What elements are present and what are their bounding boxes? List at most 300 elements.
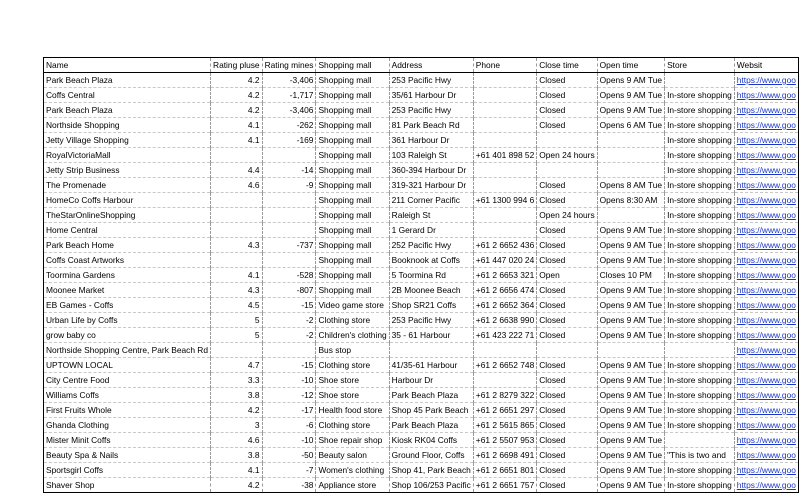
table-cell[interactable]: In-store shopping [665,463,735,478]
table-cell[interactable]: Opens 9 AM Tue [597,313,664,328]
table-cell[interactable]: Open [537,268,597,283]
table-cell[interactable]: Opens 9 AM Tue [597,88,664,103]
table-cell[interactable]: -38 [262,478,316,493]
table-cell[interactable]: https://www.goo [734,73,798,88]
table-cell[interactable]: 3.8 [211,388,263,403]
table-cell[interactable]: 253 Pacific Hwy [389,73,473,88]
table-cell[interactable]: Open 24 hours [537,148,597,163]
table-cell[interactable]: Opens 9 AM Tue [597,253,664,268]
table-cell[interactable]: Closed [537,328,597,343]
table-cell[interactable]: -14 [262,163,316,178]
table-cell[interactable] [473,178,536,193]
table-cell[interactable]: 5 [211,313,263,328]
table-cell[interactable]: In-store shopping [665,148,735,163]
table-cell[interactable]: Shopping mall [316,253,389,268]
table-cell[interactable]: 103 Raleigh St [389,148,473,163]
table-cell[interactable]: Moonee Market [44,283,211,298]
table-cell[interactable]: +61 401 898 52 [473,148,536,163]
table-cell[interactable]: -10 [262,373,316,388]
table-cell[interactable]: Shop 106/253 Pacific [389,478,473,493]
table-cell[interactable]: Closed [537,403,597,418]
table-cell[interactable]: Closed [537,358,597,373]
table-cell[interactable]: https://www.goo [734,223,798,238]
table-cell[interactable]: Williams Coffs [44,388,211,403]
table-cell[interactable] [262,253,316,268]
table-cell[interactable]: -2 [262,328,316,343]
table-cell[interactable]: Coffs Coast Artworks [44,253,211,268]
table-cell[interactable]: 4.2 [211,88,263,103]
table-cell[interactable]: In-store shopping [665,403,735,418]
column-header[interactable]: Close time [537,58,597,73]
table-cell[interactable]: Opens 9 AM Tue [597,373,664,388]
table-row [44,358,799,373]
table-cell[interactable]: Opens 9 AM Tue [597,328,664,343]
table-cell[interactable]: -3,406 [262,103,316,118]
table-cell[interactable]: Urban Life by Coffs [44,313,211,328]
table-row [44,103,799,118]
table-cell[interactable]: https://www.goo [734,448,798,463]
table-cell[interactable]: https://www.goo [734,238,798,253]
table-cell[interactable]: Closed [537,283,597,298]
table-cell[interactable]: Closed [537,253,597,268]
table-cell[interactable]: 4.2 [211,478,263,493]
table-cell[interactable]: 4.4 [211,163,263,178]
table-cell[interactable]: 360-394 Harbour Dr [389,163,473,178]
table-cell[interactable]: Opens 9 AM Tue [597,388,664,403]
table-cell[interactable]: -1,717 [262,88,316,103]
table-cell[interactable]: 41/35-61 Harbour [389,358,473,373]
table-cell[interactable]: Park Beach Plaza [389,388,473,403]
table-cell[interactable]: 35 - 61 Harbour [389,328,473,343]
table-cell[interactable]: Shopping mall [316,163,389,178]
table-cell[interactable]: Shoe store [316,388,389,403]
table-cell[interactable]: In-store shopping [665,208,735,223]
table-cell[interactable]: Clothing store [316,358,389,373]
table-cell[interactable]: Toormina Gardens [44,268,211,283]
table-cell[interactable]: -7 [262,463,316,478]
table-cell[interactable]: -262 [262,118,316,133]
table-cell[interactable]: -15 [262,298,316,313]
table-cell[interactable]: https://www.goo [734,88,798,103]
table-cell[interactable]: Closed [537,448,597,463]
table-cell[interactable]: Shopping mall [316,223,389,238]
column-header[interactable]: Websit [734,58,798,73]
table-cell[interactable]: Jetty Village Shopping [44,133,211,148]
table-cell[interactable]: +61 2 6656 474 [473,283,536,298]
table-cell[interactable]: Bus stop [316,343,389,358]
table-cell[interactable] [665,433,735,448]
table-cell[interactable]: In-store shopping [665,163,735,178]
table-cell[interactable] [473,118,536,133]
table-cell[interactable]: 4.3 [211,238,263,253]
table-cell[interactable]: Opens 9 AM Tue [597,448,664,463]
table-cell[interactable]: 5 [211,328,263,343]
table-cell[interactable]: Park Beach Plaza [44,73,211,88]
column-header[interactable]: Name [44,58,211,73]
column-header[interactable]: Store [665,58,735,73]
table-cell[interactable]: Northside Shopping Centre, Park Beach Rd [44,343,211,358]
table-cell[interactable]: https://www.goo [734,298,798,313]
table-cell[interactable] [473,208,536,223]
table-cell[interactable]: In-store shopping [665,268,735,283]
table-cell[interactable]: Shoe store [316,373,389,388]
table-cell[interactable]: -528 [262,268,316,283]
table-row [44,418,799,433]
table-cell[interactable]: +61 2 6653 321 [473,268,536,283]
table-cell[interactable]: 4.6 [211,178,263,193]
table-cell[interactable]: In-store shopping [665,388,735,403]
table-cell[interactable]: Shopping mall [316,118,389,133]
table-cell[interactable]: +61 2 6652 364 [473,298,536,313]
table-cell[interactable]: In-store shopping [665,313,735,328]
table-cell[interactable] [211,148,263,163]
table-cell[interactable] [597,148,664,163]
table-cell[interactable] [473,163,536,178]
table-cell[interactable]: Appliance store [316,478,389,493]
table-cell[interactable]: -807 [262,283,316,298]
table-cell[interactable]: Closed [537,223,597,238]
table-cell[interactable]: Shopping mall [316,88,389,103]
table-cell[interactable]: +61 2 5507 953 [473,433,536,448]
table-cell[interactable]: https://www.goo [734,313,798,328]
table-cell[interactable]: Opens 9 AM Tue [597,223,664,238]
table-cell[interactable]: 3 [211,418,263,433]
table-cell[interactable]: 252 Pacific Hwy [389,238,473,253]
table-cell[interactable]: https://www.goo [734,268,798,283]
table-cell[interactable]: -50 [262,448,316,463]
table-cell[interactable]: 4.1 [211,268,263,283]
table-cell[interactable]: Home Central [44,223,211,238]
table-cell[interactable]: +61 2 6698 491 [473,448,536,463]
table-row [44,448,799,463]
table-cell[interactable]: grow baby co [44,328,211,343]
table-cell[interactable] [597,133,664,148]
table-cell[interactable]: +61 2 6651 297 [473,403,536,418]
table-cell[interactable]: Open 24 hours [537,208,597,223]
table-cell[interactable]: Children's clothing [316,328,389,343]
table-cell[interactable]: "This is two and [665,448,735,463]
table-cell[interactable] [473,73,536,88]
table-row [44,268,799,283]
table-cell[interactable]: Shopping mall [316,103,389,118]
table-cell[interactable]: Shaver Shop [44,478,211,493]
table-cell[interactable]: Clothing store [316,313,389,328]
column-header[interactable]: Rating pluse [211,58,263,73]
table-cell[interactable]: In-store shopping [665,358,735,373]
table-cell[interactable]: Health food store [316,403,389,418]
table-cell[interactable]: Opens 9 AM Tue [597,403,664,418]
table-cell[interactable] [473,103,536,118]
table-cell[interactable] [211,253,263,268]
table-cell[interactable]: In-store shopping [665,418,735,433]
table-cell[interactable]: +61 423 222 71 [473,328,536,343]
table-cell[interactable] [597,163,664,178]
column-header[interactable]: Rating mines [262,58,316,73]
table-cell[interactable]: Shopping mall [316,133,389,148]
table-cell[interactable]: Closed [537,388,597,403]
table-cell[interactable]: 3.8 [211,448,263,463]
table-cell[interactable]: https://www.goo [734,433,798,448]
table-cell[interactable]: In-store shopping [665,238,735,253]
table-cell[interactable]: Opens 9 AM Tue [597,103,664,118]
table-cell[interactable]: 4.1 [211,463,263,478]
table-cell[interactable]: Shopping mall [316,268,389,283]
table-cell[interactable]: https://www.goo [734,418,798,433]
table-cell[interactable]: https://www.goo [734,163,798,178]
table-row [44,343,799,358]
table-cell[interactable]: 4.2 [211,103,263,118]
table-cell[interactable]: Opens 6 AM Tue [597,118,664,133]
table-cell[interactable]: Opens 9 AM Tue [597,298,664,313]
table-cell[interactable]: Closed [537,463,597,478]
table-cell[interactable]: https://www.goo [734,403,798,418]
table-cell[interactable]: Closed [537,478,597,493]
table-cell[interactable]: -17 [262,403,316,418]
table-cell[interactable]: Jetty Strip Business [44,163,211,178]
table-cell[interactable]: https://www.goo [734,178,798,193]
table-cell[interactable]: Shop SR21 Coffs [389,298,473,313]
table-cell[interactable]: https://www.goo [734,283,798,298]
table-cell[interactable]: https://www.goo [734,133,798,148]
table-cell[interactable]: Northside Shopping [44,118,211,133]
table-cell[interactable] [262,223,316,238]
table-cell[interactable]: Shop 41, Park Beach [389,463,473,478]
table-cell[interactable] [262,208,316,223]
table-cell[interactable]: +61 2 6651 801 [473,463,536,478]
table-cell[interactable]: City Centre Food [44,373,211,388]
table-cell[interactable]: -737 [262,238,316,253]
table-cell[interactable]: 253 Pacific Hwy [389,103,473,118]
table-cell[interactable]: Closed [537,88,597,103]
table-cell[interactable] [537,163,597,178]
table-row [44,313,799,328]
table-cell[interactable]: Shopping mall [316,178,389,193]
table-cell[interactable]: First Fruits Whole [44,403,211,418]
table-cell[interactable]: Park Beach Home [44,238,211,253]
table-cell[interactable]: +61 2 6651 757 [473,478,536,493]
table-cell[interactable]: https://www.goo [734,148,798,163]
table-cell[interactable]: Kiosk RK04 Coffs [389,433,473,448]
table-cell[interactable]: https://www.goo [734,118,798,133]
table-cell[interactable]: 4.2 [211,403,263,418]
table-cell[interactable]: In-store shopping [665,88,735,103]
table-cell[interactable]: 3.3 [211,373,263,388]
column-header[interactable]: Phone [473,58,536,73]
table-cell[interactable]: In-store shopping [665,373,735,388]
table-cell[interactable]: Ground Floor, Coffs [389,448,473,463]
table-cell[interactable]: 35/61 Harbour Dr [389,88,473,103]
table-cell[interactable] [211,208,263,223]
table-cell[interactable]: Mister Minit Coffs [44,433,211,448]
table-cell[interactable]: In-store shopping [665,178,735,193]
table-cell[interactable]: https://www.goo [734,193,798,208]
table-cell[interactable]: Opens 9 AM Tue [597,478,664,493]
table-cell[interactable]: Park Beach Plaza [389,418,473,433]
table-cell[interactable]: +61 447 020 24 [473,253,536,268]
table-cell[interactable]: Opens 8:30 AM [597,193,664,208]
table-cell[interactable]: Ghanda Clothing [44,418,211,433]
column-header[interactable]: Shopping mall [316,58,389,73]
table-cell[interactable] [473,223,536,238]
table-cell[interactable]: https://www.goo [734,328,798,343]
table-cell[interactable]: In-store shopping [665,193,735,208]
table-cell[interactable]: Shopping mall [316,193,389,208]
table-cell[interactable]: Closed [537,433,597,448]
table-cell[interactable]: Raleigh St [389,208,473,223]
table-cell[interactable]: 5 Toormina Rd [389,268,473,283]
table-cell[interactable]: Closed [537,73,597,88]
table-cell[interactable]: Beauty Spa & Nails [44,448,211,463]
table-cell[interactable]: Closed [537,238,597,253]
table-cell[interactable]: https://www.goo [734,478,798,493]
table-cell[interactable]: Shoe repair shop [316,433,389,448]
table-cell[interactable] [211,193,263,208]
table-cell[interactable]: 4.5 [211,298,263,313]
table-cell[interactable]: https://www.goo [734,208,798,223]
table-cell[interactable]: Opens 9 AM Tue [597,238,664,253]
table-cell[interactable]: https://www.goo [734,358,798,373]
table-cell[interactable]: +61 2 8279 322 [473,388,536,403]
table-cell[interactable]: Opens 9 AM Tue [597,283,664,298]
table-cell[interactable]: https://www.goo [734,373,798,388]
table-cell[interactable]: 4.2 [211,73,263,88]
table-cell[interactable]: 4.1 [211,118,263,133]
table-cell[interactable] [211,343,263,358]
table-cell[interactable]: Coffs Central [44,88,211,103]
table-cell[interactable]: In-store shopping [665,298,735,313]
table-cell[interactable]: Closed [537,313,597,328]
table-cell[interactable] [537,133,597,148]
table-cell[interactable]: UPTOWN LOCAL [44,358,211,373]
table-cell[interactable] [665,73,735,88]
table-cell[interactable]: Opens 9 AM Tue [597,463,664,478]
table-cell[interactable]: Closed [537,178,597,193]
table-cell[interactable] [597,208,664,223]
table-cell[interactable]: Opens 9 AM Tue [597,418,664,433]
table-cell[interactable] [262,193,316,208]
table-cell[interactable]: +61 2 5615 865 [473,418,536,433]
table-cell[interactable]: In-store shopping [665,328,735,343]
table-cell[interactable]: Women's clothing [316,463,389,478]
table-cell[interactable]: Beauty salon [316,448,389,463]
table-cell[interactable]: In-store shopping [665,478,735,493]
table-cell[interactable]: Shopping mall [316,238,389,253]
table-cell[interactable] [597,343,664,358]
table-cell[interactable]: Park Beach Plaza [44,103,211,118]
table-cell[interactable]: Shop 45 Park Beach [389,403,473,418]
table-cell[interactable]: Closed [537,118,597,133]
table-cell[interactable]: Booknook at Coffs [389,253,473,268]
table-cell[interactable]: Closed [537,418,597,433]
table-cell[interactable]: 1 Gerard Dr [389,223,473,238]
table-row [44,298,799,313]
table-cell[interactable] [473,88,536,103]
table-cell[interactable]: 319-321 Harbour Dr [389,178,473,193]
table-cell[interactable]: 81 Park Beach Rd [389,118,473,133]
table-cell[interactable]: Opens 9 AM Tue [597,433,664,448]
table-cell[interactable]: Closed [537,373,597,388]
table-cell[interactable] [389,343,473,358]
table-cell[interactable] [262,148,316,163]
table-cell[interactable]: 2B Moonee Beach [389,283,473,298]
table-cell[interactable]: -10 [262,433,316,448]
table-cell[interactable]: In-store shopping [665,253,735,268]
table-cell[interactable]: Opens 8 AM Tue [597,178,664,193]
table-cell[interactable]: Clothing store [316,418,389,433]
table-cell[interactable]: Shopping mall [316,208,389,223]
table-cell[interactable]: Harbour Dr [389,373,473,388]
table-cell[interactable]: 4.3 [211,283,263,298]
table-cell[interactable]: In-store shopping [665,223,735,238]
table-cell[interactable]: In-store shopping [665,103,735,118]
table-cell[interactable]: +61 1300 994 6 [473,193,536,208]
table-cell[interactable]: +61 2 6652 748 [473,358,536,373]
table-cell[interactable]: Shopping mall [316,73,389,88]
table-cell[interactable]: 4.1 [211,133,263,148]
table-cell[interactable]: -9 [262,178,316,193]
table-cell[interactable]: Closes 10 PM [597,268,664,283]
table-cell[interactable]: 361 Harbour Dr [389,133,473,148]
table-cell[interactable]: In-store shopping [665,283,735,298]
table-cell[interactable]: https://www.goo [734,343,798,358]
table-cell[interactable]: TheStarOnlineShopping [44,208,211,223]
table-cell[interactable]: 211 Corner Pacific [389,193,473,208]
table-cell[interactable]: https://www.goo [734,388,798,403]
table-cell[interactable]: -3,406 [262,73,316,88]
table-cell[interactable]: RoyalVictoriaMall [44,148,211,163]
table-cell[interactable] [211,223,263,238]
table-cell[interactable]: Shopping mall [316,148,389,163]
table-cell[interactable]: 253 Pacific Hwy [389,313,473,328]
table-cell[interactable]: EB Games - Coffs [44,298,211,313]
table-cell[interactable]: Closed [537,103,597,118]
table-cell[interactable]: Shopping mall [316,283,389,298]
table-row [44,148,799,163]
column-header[interactable]: Open time [597,58,664,73]
table-cell[interactable]: Opens 9 AM Tue [597,73,664,88]
table-cell[interactable]: HomeCo Coffs Harbour [44,193,211,208]
table-cell[interactable] [473,343,536,358]
table-cell[interactable]: +61 2 6638 990 [473,313,536,328]
table-cell[interactable]: In-store shopping [665,133,735,148]
table-cell[interactable] [473,133,536,148]
table-cell[interactable]: 4.6 [211,433,263,448]
table-cell[interactable]: -6 [262,418,316,433]
table-cell[interactable] [665,343,735,358]
table-cell[interactable] [537,343,597,358]
table-cell[interactable]: The Promenade [44,178,211,193]
table-cell[interactable]: -2 [262,313,316,328]
table-cell[interactable]: +61 2 6652 436 [473,238,536,253]
table-cell[interactable]: -15 [262,358,316,373]
table-row [44,163,799,178]
column-header[interactable]: Address [389,58,473,73]
table-cell[interactable]: Video game store [316,298,389,313]
table-cell[interactable]: -169 [262,133,316,148]
table-cell[interactable]: Opens 9 AM Tue [597,358,664,373]
table-cell[interactable]: https://www.goo [734,463,798,478]
table-cell[interactable] [262,343,316,358]
table-cell[interactable]: Closed [537,193,597,208]
table-cell[interactable]: https://www.goo [734,253,798,268]
table-cell[interactable]: -12 [262,388,316,403]
table-cell[interactable]: https://www.goo [734,103,798,118]
table-cell[interactable]: Closed [537,298,597,313]
table-cell[interactable]: In-store shopping [665,118,735,133]
table-cell[interactable] [473,373,536,388]
table-cell[interactable]: Sportsgirl Coffs [44,463,211,478]
table-cell[interactable]: 4.7 [211,358,263,373]
